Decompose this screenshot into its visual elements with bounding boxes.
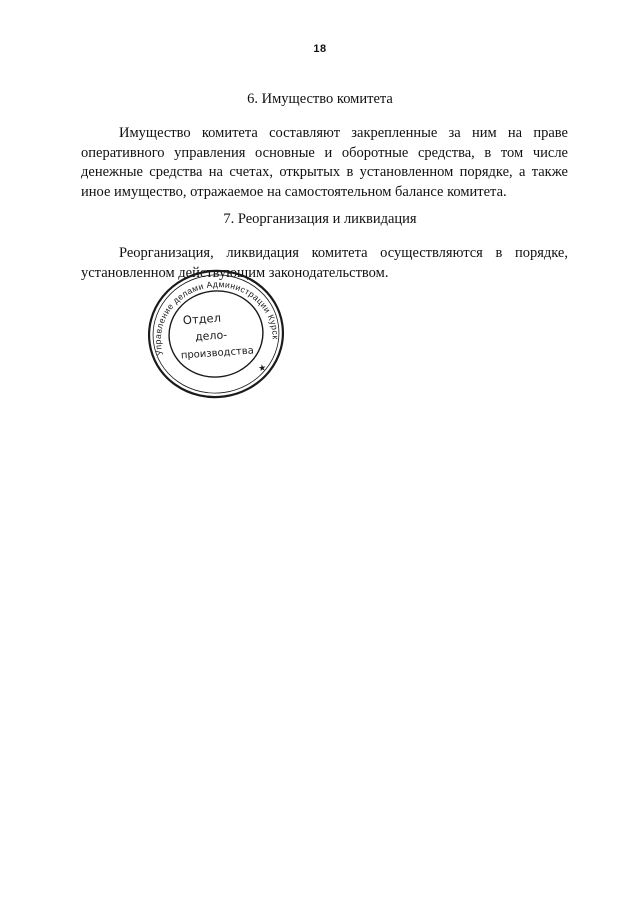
section-heading-property: 6. Имущество комитета bbox=[247, 91, 393, 107]
page-number: 18 bbox=[313, 43, 327, 55]
paragraph-reorganization: Реорганизация, ликвидация комитета осуществляются в порядке, установленном действующим законодательством. bbox=[81, 245, 568, 281]
official-stamp bbox=[145, 267, 287, 402]
star-icon: ★ bbox=[257, 363, 268, 375]
stamp-center-line-3: производства bbox=[180, 345, 255, 362]
stamp-center-line-1: Отдел bbox=[182, 310, 222, 328]
paragraph-property: Имущество комитета составляют закрепленные за ним на праве оперативного управления основные и оборотные средства, в том числе денежные средства на счетах, открытых в установленном порядке, а также иное имущество, отражаемое на самостоятельном балансе комитета. bbox=[81, 125, 568, 200]
stamp-center-line-2: дело- bbox=[194, 328, 228, 344]
stamp-ring-text: Управление делами Администрации Курской bbox=[152, 279, 281, 357]
section-heading-reorganization: 7. Реорганизация и ликвидация bbox=[223, 211, 417, 227]
